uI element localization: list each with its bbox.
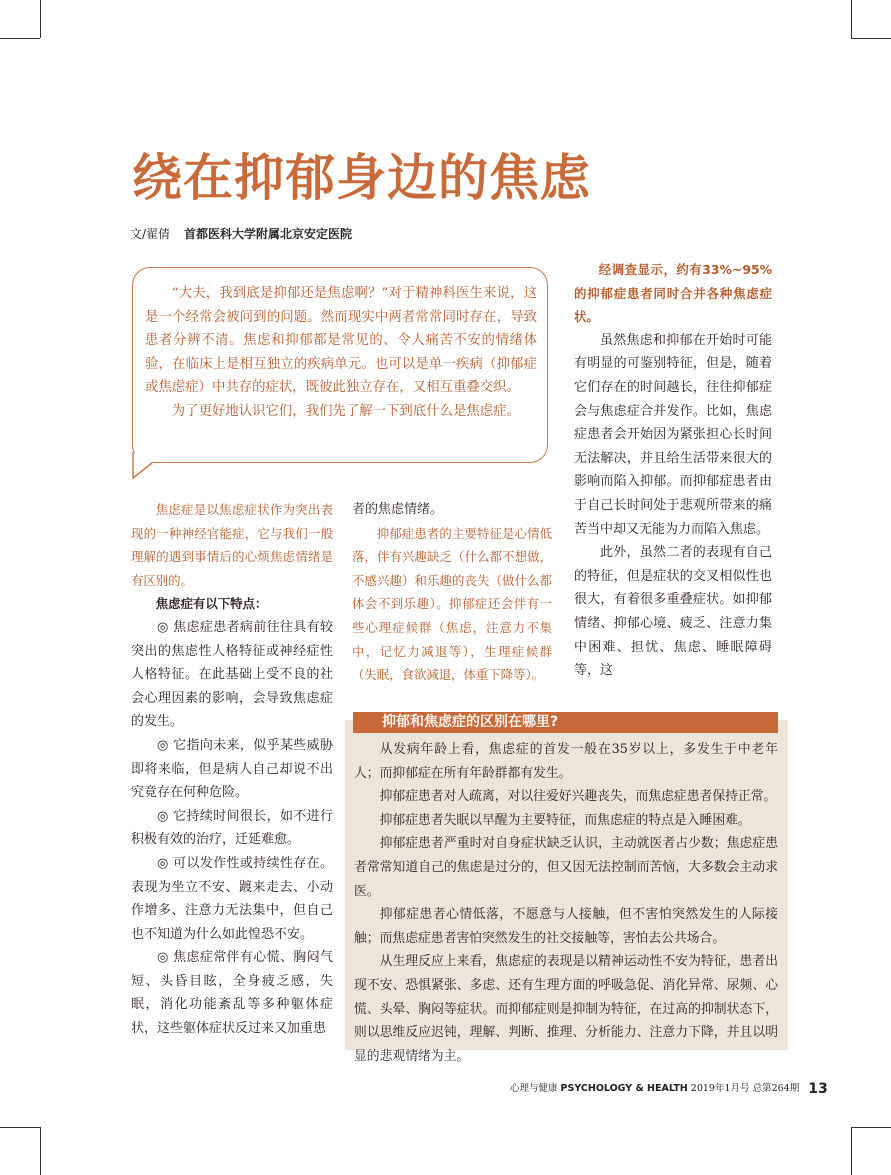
crop-mark [851,38,891,39]
sidebar-text [354,738,778,1068]
body-paragraph: 者的焦虑情绪。 [352,502,444,517]
sidebar-paragraph: 从生理反应上来看，焦虑症的表现是以精神运动性不安为特征，患者出现不安、恐惧紧张、多虑、还有生理方面的呼吸急促、消化异常、尿频、心慌、头晕、胸闷等症状。而抑郁症则是抑制为特征，在过高的抑制状态下，则以思维反应迟钝，理解、判断、推理、分析能力、注意力下降，并且以明显的悲观情绪为主。 [354,954,778,1064]
intro-text [145,282,537,424]
page-footer [510,1081,828,1097]
crop-mark [0,38,40,39]
byline-organization: 首都医科大学附属北京安定医院 [184,227,353,241]
crop-mark [851,0,852,38]
body-column-3 [574,258,772,683]
body-column-1 [131,498,333,1041]
article-title: 绕在抑郁身边的焦虑 [132,148,591,207]
sidebar-paragraph: 抑郁症患者严重时对自身症状缺乏认识，主动就医者占少数；焦虑症患者常常知道自己的焦虑是过分的，但又因无法控制而苦恼，大多数会主动求医。 [354,836,778,899]
crop-mark [0,1127,40,1128]
crop-mark [40,1127,41,1175]
page-number: 13 [808,1081,828,1097]
sidebar-paragraph: 抑郁症患者心情低落，不愿意与人接触，但不害怕突然发生的人际接触；而焦虑症患者害怕突然发生的社交接触等，害怕去公共场合。 [354,907,778,946]
byline [130,226,352,242]
crop-mark [851,1127,891,1128]
bullet-paragraph: ◎ 焦虑症患者病前往往具有较突出的焦虑性人格特征或神经症性人格特征。在此基础上受不良的社会心理因素的影响，会导致焦虑症的发生。 [131,619,333,730]
body-paragraph: 焦虑症是以焦虑症状作为突出表现的一种神经官能症，它与我们一般理解的遇到事情后的心烦焦虑情绪是有区别的。 [131,502,333,588]
body-paragraph: 此外，虽然二者的表现有自己的特征，但是症状的交叉相似性也很大，有着很多重叠症状。如抑郁情绪、抑郁心境、疲乏、注意力集中困难、担忧、焦虑、睡眠障碍等，这 [574,545,772,679]
intro-paragraph: 为了更好地认识它们，我们先了解一下到底什么是焦虑症。 [171,403,520,419]
speech-bubble-tail-icon [130,452,154,480]
sidebar-heading: 抑郁和焦虑症的区别在哪里? [353,712,778,733]
magazine-name: 心理与健康 [510,1083,558,1094]
intro-paragraph: “大夫，我到底是抑郁还是焦虑啊？”对于精神科医生来说，这是一个经常会被问到的问题。然而现实中两者常常同时存在，导致患者分辨不清。焦虑和抑郁都是常见的、令人痛苦不安的情绪体验，在临床上是相互独立的疾病单元。也可以是单一疾病（抑郁症或焦虑症）中共存的症状，既彼此独立存在，又相互重叠交织。 [145,286,537,396]
sidebar-paragraph: 抑郁症患者对人疏离，对以往爱好兴趣丧失，而焦虑症患者保持正常。 [379,789,777,805]
magazine-name-en: PSYCHOLOGY & HEALTH [560,1083,688,1094]
body-paragraph: 抑郁症患者的主要特征是心情低落，伴有兴趣缺乏（什么都不想做，不感兴趣）和乐趣的丧失（做什么都体会不到乐趣）。抑郁症还会伴有一些心理症候群（焦虑，注意力不集中，记忆力减退等），生理症候群（失眠，食欲减退，体重下降等）。 [352,525,552,683]
highlight-paragraph: 经调查显示，约有33%~95%的抑郁症患者同时合并各种焦虑症状。 [574,262,772,325]
crop-mark [40,0,41,38]
bullet-paragraph: ◎ 可以发作性或持续性存在。表现为坐立不安、踱来走去、小动作增多、注意力无法集中，但自己也不知道为什么如此惶恐不安。 [131,855,333,942]
body-paragraph: 虽然焦虑和抑郁在开始时可能有明显的可鉴别特征，但是，随着它们存在的时间越长，往往抑郁症会与焦虑症合并发作。比如，焦虑症患者会开始因为紧张担心长时间无法解决，并且给生活带来很大的影响而陷入抑郁。而抑郁症患者由于自己长时间处于悲观所带来的痛苦当中却又无能为力而陷入焦虑。 [574,332,772,537]
sidebar-paragraph: 抑郁症患者失眠以早醒为主要特征，而焦虑症的特点是入睡困难。 [379,812,751,828]
total-issue: 总第264期 [752,1083,800,1094]
section-subheading: 焦虑症有以下特点： [155,596,268,612]
bullet-paragraph: ◎ 焦虑症常伴有心慌、胸闷气短、头昏目眩，全身疲乏感，失眠，消化功能紊乱等多种躯体症状，这些躯体症状反过来又加重患 [131,950,333,1037]
bullet-paragraph: ◎ 它指向未来，似乎某些威胁即将来临，但是病人自己却说不出究竟存在何种危险。 [131,737,333,801]
body-column-2 [352,498,552,687]
crop-mark [851,1127,852,1175]
issue-date: 2019年1月号 [690,1083,750,1094]
sidebar-paragraph: 从发病年龄上看，焦虑症的首发一般在35岁以上，多发生于中老年人；而抑郁症在所有年龄群都有发生。 [354,742,778,781]
bullet-paragraph: ◎ 它持续时间很长，如不进行积极有效的治疗，迁延难愈。 [131,808,333,848]
byline-author: 文/翟倩 [130,227,171,241]
